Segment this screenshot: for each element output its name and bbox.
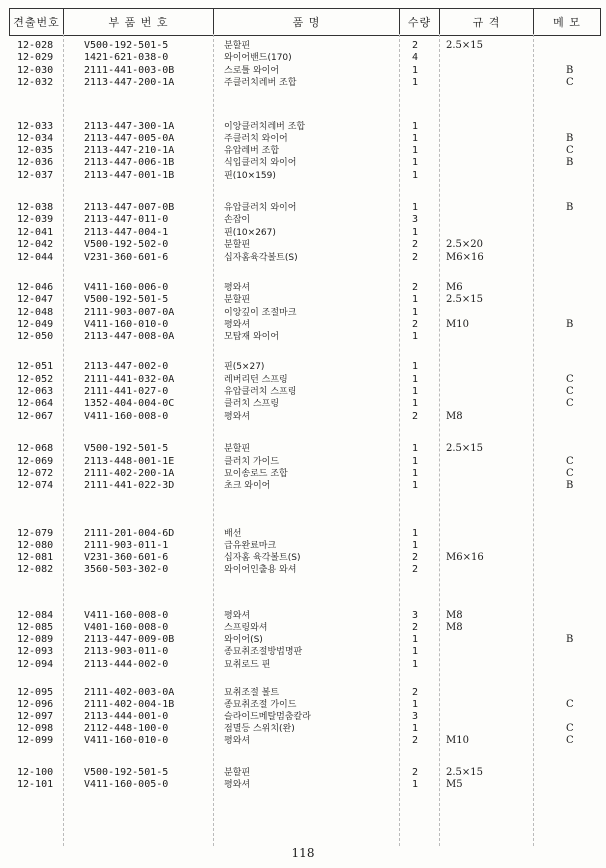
- quantity: 1: [412, 374, 419, 385]
- table-row: [0, 480, 606, 492]
- part-name: 분할핀: [224, 295, 251, 305]
- table-row: [0, 398, 606, 410]
- table-row: [0, 65, 606, 77]
- index-number: 12-029: [17, 52, 54, 63]
- table-row: [0, 622, 606, 634]
- quantity: 2: [412, 239, 419, 250]
- part-number: V411-160-005-0: [84, 779, 169, 790]
- index-number: 12-067: [17, 411, 54, 422]
- part-name: 묘이송로드 조합: [224, 469, 288, 479]
- part-number: 2113-447-006-1B: [84, 157, 175, 168]
- quantity: 3: [412, 610, 419, 621]
- part-name: 와이어밴드(170): [224, 53, 292, 63]
- part-name: 분할핀: [224, 240, 251, 250]
- index-number: 12-074: [17, 480, 54, 491]
- memo: B: [566, 480, 574, 491]
- table-row: [0, 77, 606, 89]
- quantity: 1: [412, 699, 419, 710]
- part-name: 십자홈육각볼트(S): [224, 253, 298, 263]
- table-row: [0, 634, 606, 646]
- quantity: 1: [412, 307, 419, 318]
- part-number: 2111-903-007-0A: [84, 307, 175, 318]
- index-number: 12-048: [17, 307, 54, 318]
- table-row: [0, 133, 606, 145]
- quantity: 2: [412, 564, 419, 575]
- part-name: 식입클러치 와이어: [224, 158, 297, 168]
- page-number: 118: [291, 846, 315, 860]
- part-name: 평와셔: [224, 780, 251, 790]
- part-name: 유압레버 조합: [224, 146, 280, 156]
- memo: C: [566, 374, 574, 385]
- table-row: [0, 331, 606, 343]
- part-name: 분할핀: [224, 444, 251, 454]
- quantity: 2: [412, 622, 419, 633]
- memo: B: [566, 319, 574, 330]
- part-name: 와이어인출용 와셔: [224, 565, 297, 575]
- part-number: V500-192-501-5: [84, 767, 169, 778]
- table-row: [0, 687, 606, 699]
- header-part-name: 품 명: [214, 9, 400, 35]
- part-name: 손잡이: [224, 215, 251, 225]
- index-number: 12-033: [17, 121, 54, 132]
- part-name: 분할핀: [224, 41, 251, 51]
- index-number: 12-096: [17, 699, 54, 710]
- quantity: 1: [412, 227, 419, 238]
- index-number: 12-046: [17, 282, 54, 293]
- table-row: [0, 145, 606, 157]
- quantity: 1: [412, 779, 419, 790]
- index-number: 12-064: [17, 398, 54, 409]
- quantity: 1: [412, 386, 419, 397]
- part-number: V500-192-501-5: [84, 40, 169, 51]
- part-number: 3560-503-302-0: [84, 564, 169, 575]
- header-index-number: 견출번호: [10, 9, 64, 35]
- memo: B: [566, 634, 574, 645]
- index-number: 12-089: [17, 634, 54, 645]
- header-part-number: 부 품 번 호: [64, 9, 214, 35]
- specification: M8: [446, 411, 463, 422]
- part-name: 클러치 스프링: [224, 399, 280, 409]
- quantity: 1: [412, 133, 419, 144]
- part-name: 초크 와이어: [224, 481, 271, 491]
- index-number: 12-030: [17, 65, 54, 76]
- specification: 2.5×15: [446, 294, 484, 305]
- table-row: [0, 157, 606, 169]
- part-name: 클러치 가이드: [224, 457, 280, 467]
- index-number: 12-049: [17, 319, 54, 330]
- index-number: 12-028: [17, 40, 54, 51]
- table-row: [0, 443, 606, 455]
- table-row: [0, 52, 606, 64]
- index-number: 12-063: [17, 386, 54, 397]
- part-name: 유압클러치 와이어: [224, 203, 297, 213]
- specification: M10: [446, 319, 469, 330]
- specification: 2.5×20: [446, 239, 484, 250]
- quantity: 1: [412, 145, 419, 156]
- table-row: [0, 723, 606, 735]
- specification: M6: [446, 282, 463, 293]
- specification: M6×16: [446, 252, 484, 263]
- part-name: 주클러치레버 조합: [224, 78, 297, 88]
- quantity: 2: [412, 411, 419, 422]
- part-number: 1352-404-004-0C: [84, 398, 175, 409]
- quantity: 3: [412, 711, 419, 722]
- part-number: 2113-447-210-1A: [84, 145, 175, 156]
- part-number: 2113-447-001-1B: [84, 170, 175, 181]
- memo: C: [566, 145, 574, 156]
- table-row: [0, 411, 606, 423]
- index-number: 12-032: [17, 77, 54, 88]
- table-row: [0, 659, 606, 671]
- memo: C: [566, 735, 574, 746]
- part-name: 이앙깊이 조절마크: [224, 308, 297, 318]
- part-number: V401-160-008-0: [84, 622, 169, 633]
- table-row: [0, 307, 606, 319]
- quantity: 1: [412, 121, 419, 132]
- part-number: 2113-903-011-0: [84, 646, 169, 657]
- index-number: 12-084: [17, 610, 54, 621]
- table-row: [0, 214, 606, 226]
- part-number: 2113-447-011-0: [84, 214, 169, 225]
- table-row: [0, 646, 606, 658]
- part-name: 스로틀 와이어: [224, 66, 280, 76]
- specification: 2.5×15: [446, 40, 484, 51]
- part-number: V500-192-501-5: [84, 443, 169, 454]
- quantity: 1: [412, 65, 419, 76]
- part-number: V411-160-006-0: [84, 282, 169, 293]
- header-specification: 규 격: [440, 9, 534, 35]
- part-name: 분할핀: [224, 768, 251, 778]
- quantity: 1: [412, 723, 419, 734]
- table-row: [0, 699, 606, 711]
- index-number: 12-072: [17, 468, 54, 479]
- part-name: 묘취조절 볼트: [224, 688, 280, 698]
- part-number: 2111-441-027-0: [84, 386, 169, 397]
- memo: C: [566, 386, 574, 397]
- table-row: [0, 374, 606, 386]
- quantity: 1: [412, 468, 419, 479]
- quantity: 1: [412, 331, 419, 342]
- part-number: 2112-448-100-0: [84, 723, 169, 734]
- specification: M6×16: [446, 552, 484, 563]
- specification: M8: [446, 610, 463, 621]
- part-number: V231-360-601-6: [84, 252, 169, 263]
- index-number: 12-051: [17, 361, 54, 372]
- part-name: 핀(10×267): [224, 228, 276, 238]
- part-name: 이앙클러치레버 조합: [224, 122, 306, 132]
- quantity: 1: [412, 77, 419, 88]
- index-number: 12-038: [17, 202, 54, 213]
- part-number: 2113-447-004-1: [84, 227, 169, 238]
- index-number: 12-097: [17, 711, 54, 722]
- quantity: 1: [412, 157, 419, 168]
- index-number: 12-095: [17, 687, 54, 698]
- part-number: 2111-441-032-0A: [84, 374, 175, 385]
- part-number: 2113-447-008-0A: [84, 331, 175, 342]
- part-name: 평와셔: [224, 283, 251, 293]
- part-number: V500-192-502-0: [84, 239, 169, 250]
- index-number: 12-068: [17, 443, 54, 454]
- index-number: 12-044: [17, 252, 54, 263]
- part-number: 2113-447-002-0: [84, 361, 169, 372]
- index-number: 12-081: [17, 552, 54, 563]
- part-number: 2111-402-200-1A: [84, 468, 175, 479]
- index-number: 12-099: [17, 735, 54, 746]
- header-memo: 메 모: [553, 16, 581, 29]
- table-row: [0, 528, 606, 540]
- index-number: 12-100: [17, 767, 54, 778]
- index-number: 12-042: [17, 239, 54, 250]
- table-row: [0, 294, 606, 306]
- index-number: 12-039: [17, 214, 54, 225]
- part-name: 유압클러치 스프링: [224, 387, 297, 397]
- part-number: 2113-447-300-1A: [84, 121, 175, 132]
- part-name: 스프링와셔: [224, 623, 268, 633]
- part-number: 2113-447-200-1A: [84, 77, 175, 88]
- index-number: 12-098: [17, 723, 54, 734]
- table-row: [0, 252, 606, 264]
- index-number: 12-093: [17, 646, 54, 657]
- part-name: 와이어(S): [224, 635, 263, 645]
- header-quantity: 수량: [400, 9, 440, 35]
- specification: M10: [446, 735, 469, 746]
- quantity: 2: [412, 282, 419, 293]
- table-row: [0, 361, 606, 373]
- quantity: 3: [412, 214, 419, 225]
- part-name: 핀(5×27): [224, 362, 265, 372]
- part-name: 평와셔: [224, 611, 251, 621]
- table-row: [0, 711, 606, 723]
- table-row: [0, 564, 606, 576]
- index-number: 12-080: [17, 540, 54, 551]
- table-header: [9, 8, 601, 36]
- table-row: [0, 735, 606, 747]
- part-number: 2113-444-002-0: [84, 659, 169, 670]
- quantity: 2: [412, 319, 419, 330]
- part-number: 2111-402-004-1B: [84, 699, 175, 710]
- part-name: 종묘취조절 가이드: [224, 700, 297, 710]
- quantity: 1: [412, 634, 419, 645]
- index-number: 12-037: [17, 170, 54, 181]
- specification: 2.5×15: [446, 443, 484, 454]
- table-row: [0, 540, 606, 552]
- table-row: [0, 227, 606, 239]
- quantity: 1: [412, 361, 419, 372]
- part-name: 평와셔: [224, 320, 251, 330]
- quantity: 1: [412, 202, 419, 213]
- part-name: 십자홈 육각볼트(S): [224, 553, 301, 563]
- part-number: 1421-621-038-0: [84, 52, 169, 63]
- index-number: 12-069: [17, 456, 54, 467]
- part-name: 평와셔: [224, 736, 251, 746]
- part-name: 슬라이드메탈멈춤칼라: [224, 712, 311, 722]
- part-number: V411-160-010-0: [84, 319, 169, 330]
- part-number: 2111-903-011-1: [84, 540, 169, 551]
- specification: M5: [446, 779, 463, 790]
- table-row: [0, 552, 606, 564]
- index-number: 12-082: [17, 564, 54, 575]
- index-number: 12-050: [17, 331, 54, 342]
- table-row: [0, 767, 606, 779]
- table-row: [0, 779, 606, 791]
- part-number: V411-160-010-0: [84, 735, 169, 746]
- quantity: 4: [412, 52, 419, 63]
- part-number: 2113-447-005-0A: [84, 133, 175, 144]
- part-number: V500-192-501-5: [84, 294, 169, 305]
- table-row: [0, 468, 606, 480]
- part-number: V411-160-008-0: [84, 610, 169, 621]
- part-name: 점멸등 스위치(완): [224, 724, 295, 734]
- index-number: 12-047: [17, 294, 54, 305]
- table-row: [0, 386, 606, 398]
- memo: C: [566, 77, 574, 88]
- quantity: 1: [412, 540, 419, 551]
- part-number: V411-160-008-0: [84, 411, 169, 422]
- part-name: 주클러치 와이어: [224, 134, 288, 144]
- memo: B: [566, 133, 574, 144]
- quantity: 1: [412, 528, 419, 539]
- index-number: 12-035: [17, 145, 54, 156]
- memo: C: [566, 699, 574, 710]
- part-number: 2111-201-004-6D: [84, 528, 175, 539]
- memo: C: [566, 468, 574, 479]
- quantity: 1: [412, 294, 419, 305]
- specification: M8: [446, 622, 463, 633]
- quantity: 2: [412, 252, 419, 263]
- memo: C: [566, 398, 574, 409]
- memo: B: [566, 65, 574, 76]
- memo: B: [566, 157, 574, 168]
- part-number: 2113-447-007-0B: [84, 202, 175, 213]
- part-name: 핀(10×159): [224, 171, 276, 181]
- table-row: [0, 239, 606, 251]
- quantity: 1: [412, 646, 419, 657]
- table-row: [0, 170, 606, 182]
- index-number: 12-036: [17, 157, 54, 168]
- table-row: [0, 282, 606, 294]
- part-number: V231-360-601-6: [84, 552, 169, 563]
- index-number: 12-034: [17, 133, 54, 144]
- quantity: 1: [412, 398, 419, 409]
- quantity: 2: [412, 687, 419, 698]
- part-number: 2111-402-003-0A: [84, 687, 175, 698]
- memo: C: [566, 723, 574, 734]
- quantity: 1: [412, 480, 419, 491]
- quantity: 1: [412, 456, 419, 467]
- quantity: 1: [412, 443, 419, 454]
- part-number: 2111-441-003-0B: [84, 65, 175, 76]
- index-number: 12-094: [17, 659, 54, 670]
- part-name: 묘취로드 핀: [224, 660, 271, 670]
- part-number: 2113-447-009-0B: [84, 634, 175, 645]
- table-row: [0, 121, 606, 133]
- quantity: 1: [412, 170, 419, 181]
- part-number: 2113-444-001-0: [84, 711, 169, 722]
- index-number: 12-052: [17, 374, 54, 385]
- part-name: 레버리턴 스프링: [224, 375, 288, 385]
- index-number: 12-085: [17, 622, 54, 633]
- quantity: 2: [412, 767, 419, 778]
- memo: C: [566, 456, 574, 467]
- part-name: 급유완료마크: [224, 541, 277, 551]
- memo: B: [566, 202, 574, 213]
- table-row: [0, 610, 606, 622]
- index-number: 12-079: [17, 528, 54, 539]
- specification: 2.5×15: [446, 767, 484, 778]
- index-number: 12-041: [17, 227, 54, 238]
- table-row: [0, 319, 606, 331]
- part-name: 배선: [224, 529, 242, 539]
- index-number: 12-101: [17, 779, 54, 790]
- part-name: 종묘취조절방법명판: [224, 647, 303, 657]
- table-row: [0, 456, 606, 468]
- part-number: 2111-441-022-3D: [84, 480, 175, 491]
- part-number: 2113-448-001-1E: [84, 456, 175, 467]
- quantity: 1: [412, 659, 419, 670]
- table-row: [0, 202, 606, 214]
- part-name: 평와셔: [224, 412, 251, 422]
- quantity: 2: [412, 552, 419, 563]
- quantity: 2: [412, 735, 419, 746]
- table-row: [0, 40, 606, 52]
- part-name: 모탑재 와이어: [224, 332, 280, 342]
- quantity: 2: [412, 40, 419, 51]
